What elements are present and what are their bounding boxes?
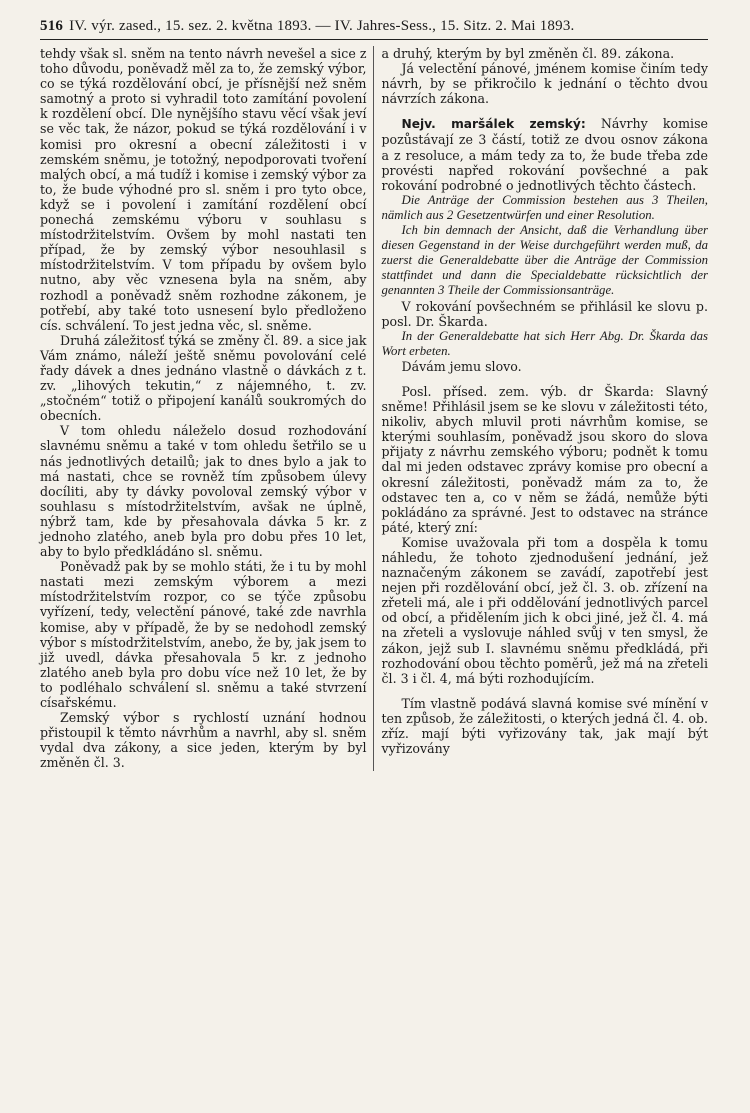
paragraph: a druhý, kterým by byl změněn čl. 89. zákona. (381, 46, 675, 61)
right-column (373, 46, 709, 771)
german-paragraph: In der Generaldebatte hat sich Herr Abg. Dr. Škarda das Wort erbeten. (381, 328, 708, 358)
header-text: IV. výr. zased., 15. sez. 2. května 1893. — IV. Jahres-Sess., 15. Sitz. 2. Mai 1893. (69, 18, 575, 34)
running-header (40, 18, 708, 40)
paragraph: V tom ohledu náleželo dosud rozhodování slavnému sněmu a také v tom ohledu šetřilo se u nás jednotlivých detailů; jak to dnes bylo a jak to má nastati, chce se rovněž tím způsobem úlevy docíliti, aby ty dávky povoloval zemský výbor v souhlasu s místodržitelstvím, avšak ne úplně, nýbrž tam, kde by přesahovala dávka 5 kr. z jednoho zlatého, aneb byla pro dobu přes 10 let, aby to bylo předkládáno sl. sněmu. (40, 423, 367, 560)
paragraph: Dávám jemu slovo. (401, 358, 522, 374)
quoted-paragraph: Komise uvažovala při tom a dospěla k tomu náhledu, že tohoto zjednodušení jednání, jež naznačeným zákonem se zavádí, zapotřebí jest nejen při rozdělování obcí, jež čl. 3. ob. zřízení na zřeteli má, ale i při oddělování jednotlivých parcel od obcí, a přidělením jich k obci jiné, jež čl. 4. má na zřeteli a vyslovuje náhled svůj v ten smysl, že zákon, jejž sub I. slavnému sněmu předkládá, při rozhodování obou těchto poměrů, jež má na zřeteli čl. 3 i čl. 4, má býti rozhodujícím. (381, 534, 708, 686)
page-number: 516 (40, 18, 64, 34)
paragraph: V rokování povšechném se přihlásil ke slovu p. posl. Dr. Škarda. (381, 298, 708, 329)
german-paragraph: Die Anträge der Commission bestehen aus 3 Theilen, nämlich aus 2 Gesetzentwürfen und einer Resolution. (381, 192, 708, 222)
speaker-name: Posl. přísed. zem. výb. dr Škarda: (401, 383, 654, 399)
paragraph: tehdy však sl. sněm na tento návrh nevešel a sice z toho důvodu, poněvadž měl za to, že zemský výbor, co se týká rozdělování obcí, je přísnější než sněm samotný a proto si vyhradil toto zamítání povolení k rozdělení obcí. Dle nynějšího stavu věcí však jeví se věc tak, že názor, pokud se týká rozdělování i v komisi pro okresní a obecní záležitosti i v zemském sněmu, je totožný, nepodporovati tvoření malých obcí, a má tudíž i komise i zemský výbor za to, že bude výhodné pro sl. sněm i pro tyto obce, když se i povolení i zamítání rozdělení obcí ponechá zemskému výboru v souhlasu s místodržitelstvím. Ovšem by mohl nastati ten případ, že by zemský výbor nesouhlasil s místodržitelstvím. V tom případu by ovšem bylo nutno, aby věc vznesena byla na sněm, aby rozhodl a poněvadž sněm rozhodne zákonem, je potřebí, aby také toto usnesení bylo předloženo cís. schválení. To jest jedna věc, sl. sněme. (40, 46, 367, 333)
paragraph: Poněvadž pak by se mohlo státi, že i tu by mohl nastati mezi zemským výborem a mezi místodržitelstvím rozpor, co se týče způsobu vyřízení, tedy, velectění pánové, také zde navrhla komise, aby v případě, že by se nedohodl zemský výbor s místodržitelstvím, anebo, že by, jak jsem to již uvedl, dávka přesahovala 5 kr. z jednoho zlatého aneb byla pro dobu více než 10 let, že by to podléhalo schválení sl. sněmu a také stvrzení císařskému. (40, 559, 367, 711)
speech-text: Návrhy komise pozůstávají ze 3 částí, totiž ze dvou osnov zákona a z resoluce, a mám tedy za to, že bude třeba zde provésti napřed rokování povšechné a pak rokování podrobné o jednotlivých těchto částech. (381, 116, 708, 193)
speaker-paragraph (382, 116, 709, 192)
paragraph: Já velectění pánové, jménem komise činím tedy návrh, by se přikročilo k jednání o těchto dvou návrzích zákona. (381, 61, 708, 107)
paragraph: Druhá záležitosť týká se změny čl. 89. a sice jak Vám známo, náleží ještě sněmu povolování celé řady dávek a dnes jednáno vlastně o dávkách z t. zv. „lihových tekutin,“ z nájemného, t. zv. „stočném“ totiž o připojení kanálů soukromých do obecních. (40, 332, 367, 424)
german-paragraph: Ich bin demnach der Ansicht, daß die Verhandlung über diesen Gegenstand in der Weise durchgeführt werden muß, da zuerst die Generaldebatte über die Anträge der Commission stattfindet und dann die Specialdebatte rücksichtlich der genannten 3 Theile der Commissionsanträge. (381, 223, 708, 298)
speaker-paragraph (382, 384, 709, 535)
left-column (40, 46, 373, 771)
paragraph: Zemský výbor s rychlostí uznání hodnou přistoupil k těmto návrhům a navrhl, aby sl. sněm vydal dva zákony, a sice jeden, kterým by byl změněn čl. 3. (40, 710, 367, 771)
speaker-name: Nejv. maršálek zemský: (401, 117, 586, 132)
paragraph: Tím vlastně podává slavná komise své mínění v ten způsob, že záležitosti, o kterých jedná čl. 4. ob. zříz. mají býti vyřizovány tak, jak mají být vyřizovány (381, 695, 708, 757)
speech-text: Slavný sněme! Přihlásil jsem se ke slovu v záležitosti této, nikoliv, abych mluvil proti návrhům komise, se kterými souhlasím, poněvadž jsou skoro do slova přijaty z návrhu zemského výboru; podnět k tomu dal mi jeden odstavec zprávy komise pro obecní a okresní záležitosti, poněvadž mám za to, že odstavec ten a, co v něm se žádá, nemůže býti pokládáno za správné. Jest to odstavec na stránce páté, který zní: (381, 383, 708, 535)
two-column-body (40, 46, 708, 771)
